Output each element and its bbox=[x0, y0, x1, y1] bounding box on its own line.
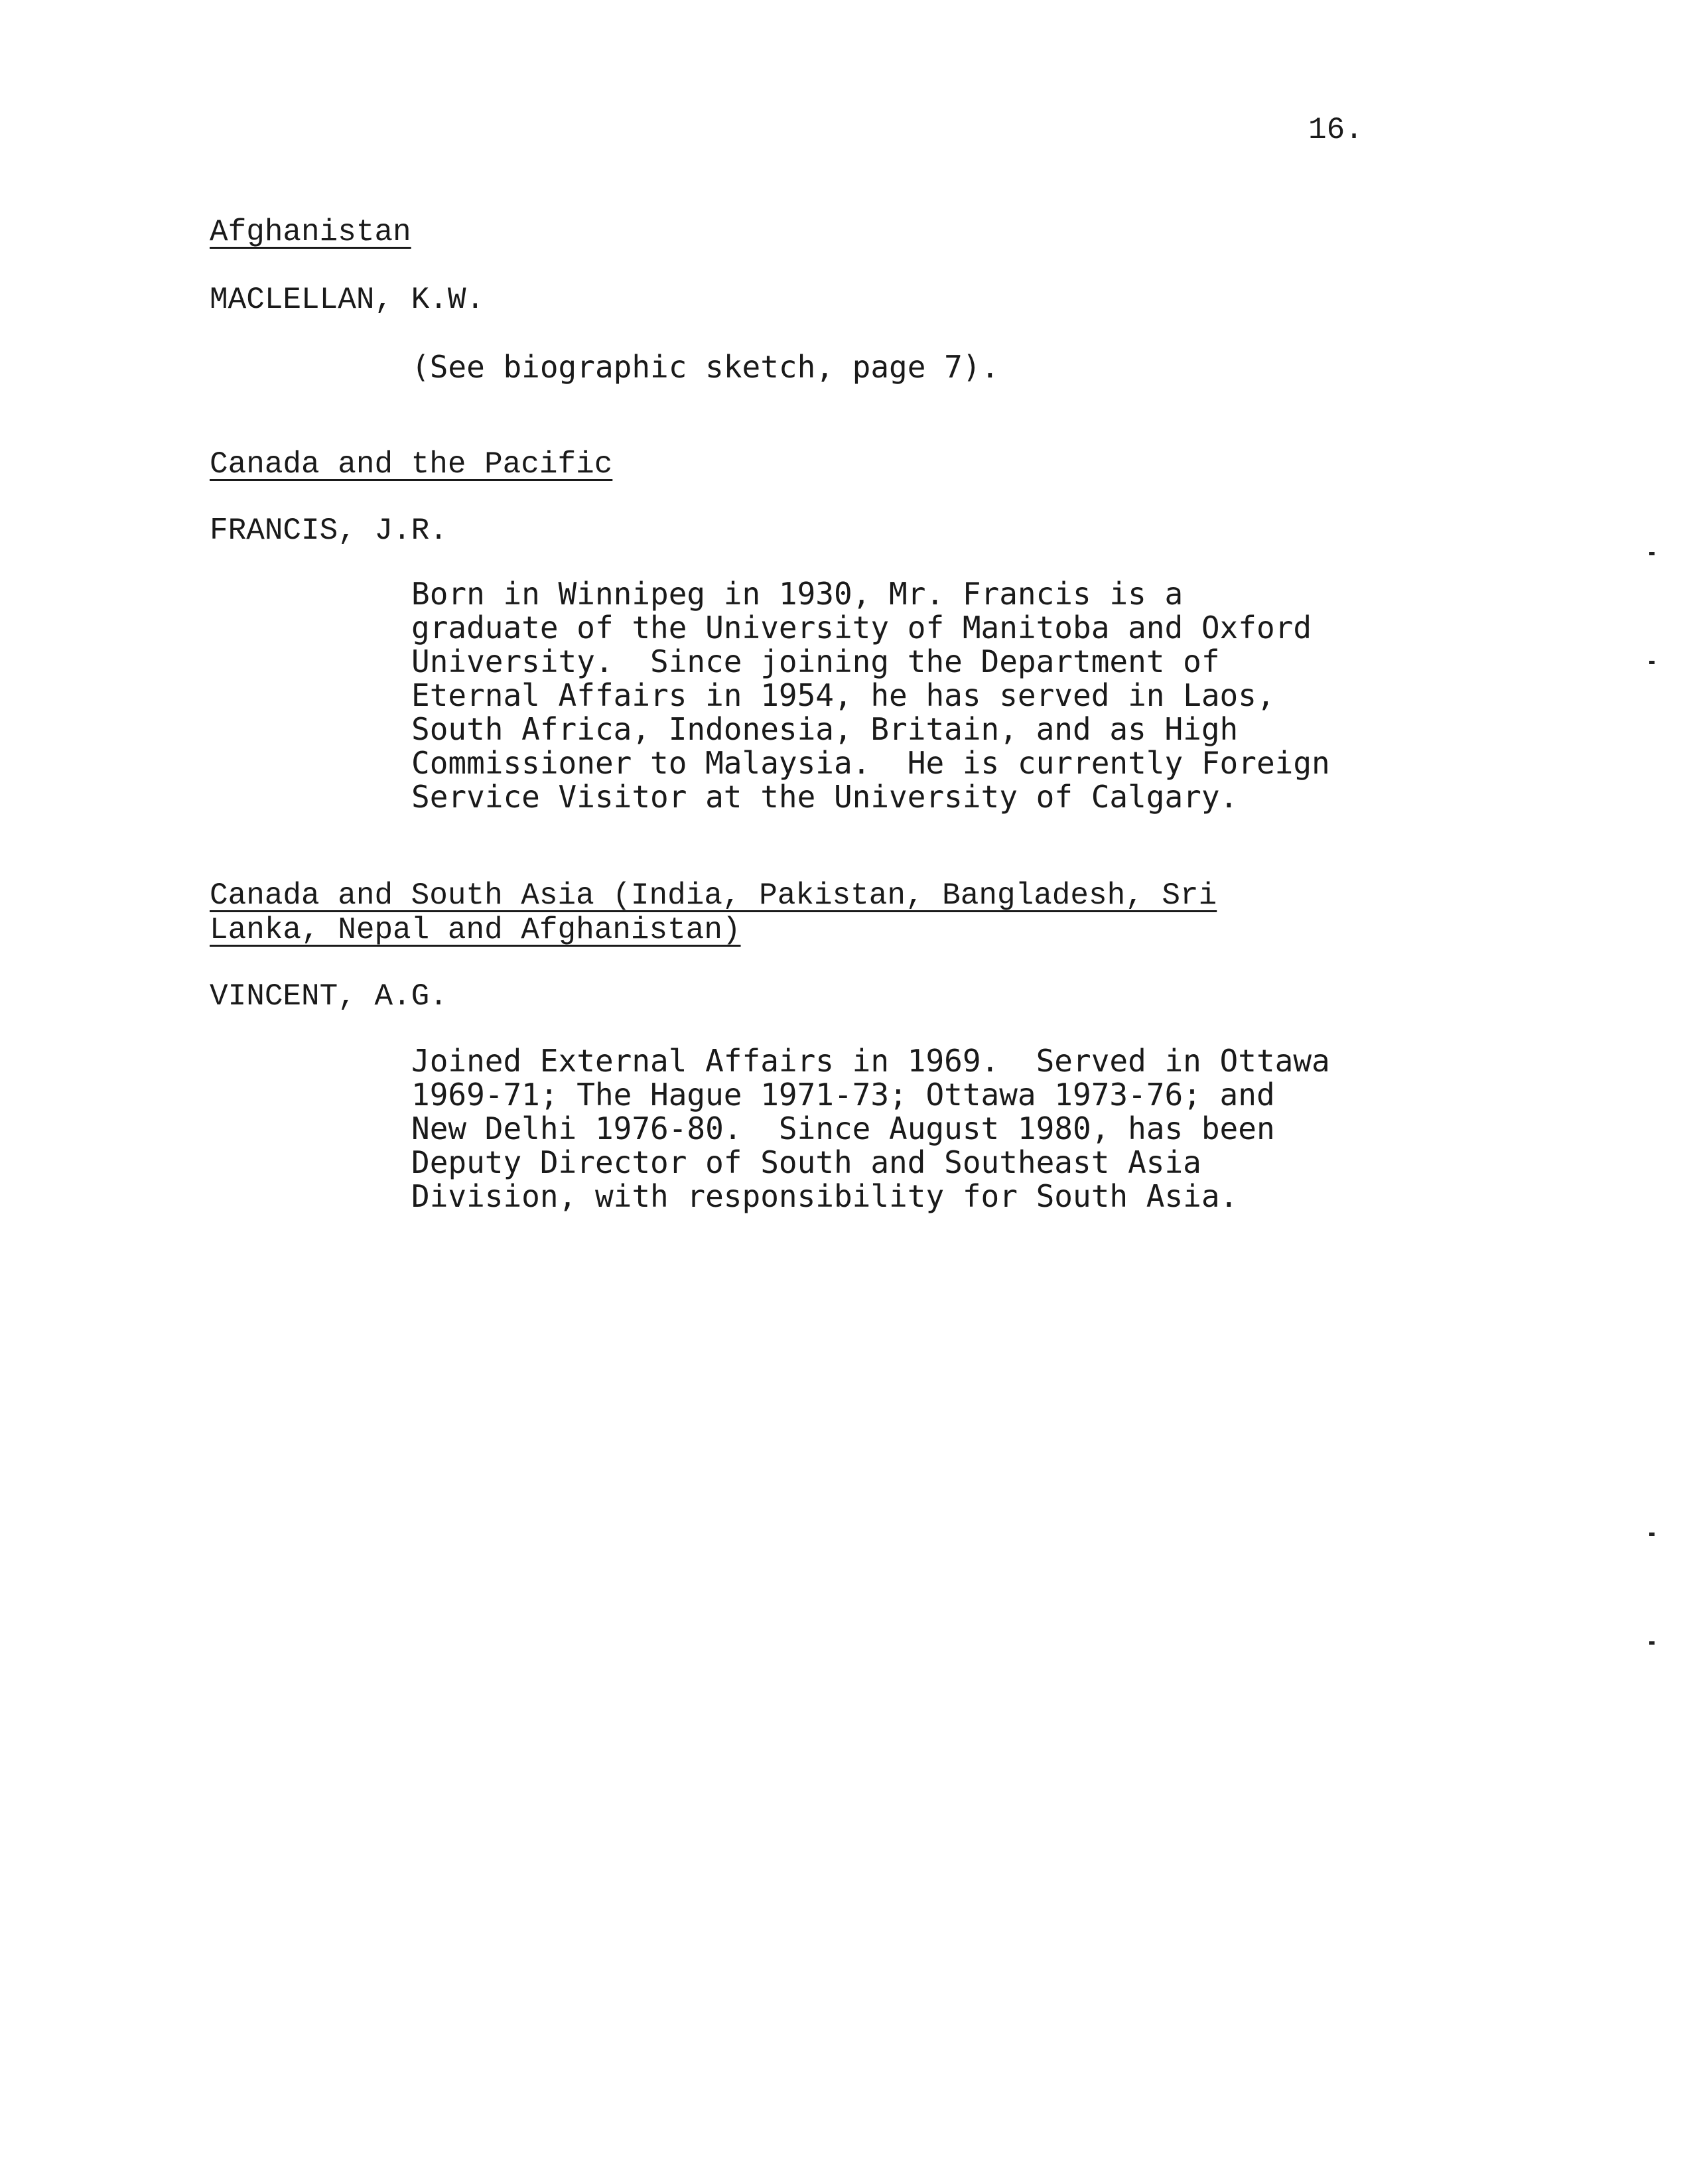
section-heading-canada-pacific: Canada and the Pacific bbox=[210, 447, 613, 482]
officer-name-vincent: VINCENT, A.G. bbox=[210, 979, 448, 1014]
scan-edge-mark bbox=[1649, 1533, 1655, 1536]
section-heading-canada-south-asia: Canada and South Asia (India, Pakistan, Bangladesh, Sri Lanka, Nepal and Afghanistan) bbox=[210, 878, 1217, 947]
page-number: 16. bbox=[1308, 113, 1363, 147]
scan-edge-mark bbox=[1649, 661, 1655, 664]
officer-name-francis: FRANCIS, J.R. bbox=[210, 513, 448, 548]
scan-edge-mark bbox=[1649, 552, 1655, 555]
bio-vincent: Joined External Affairs in 1969. Served in Ottawa 1969-71; The Hague 1971-73; Ottawa 1973-76; and New Delhi 1976-80. Since August 1980, has been Deputy Director of South and Southeast Asia Division, with responsibility for South Asia. bbox=[411, 1043, 1330, 1214]
section-heading-afghanistan: Afghanistan bbox=[210, 215, 411, 249]
bio-maclellan: (See biographic sketch, page 7). bbox=[411, 349, 1000, 385]
officer-name-maclellan: MACLELLAN, K.W. bbox=[210, 283, 485, 317]
bio-francis: Born in Winnipeg in 1930, Mr. Francis is a graduate of the University of Manitoba and Oxford University. Since joining the Department of Eternal Affairs in 1954, he has served in Laos, South Africa, Indonesia, Britain, and as High Commissioner to Malaysia. He is currently Foreign Service Visitor at the University of Calgary. bbox=[411, 576, 1330, 815]
scan-edge-mark bbox=[1649, 1641, 1655, 1645]
